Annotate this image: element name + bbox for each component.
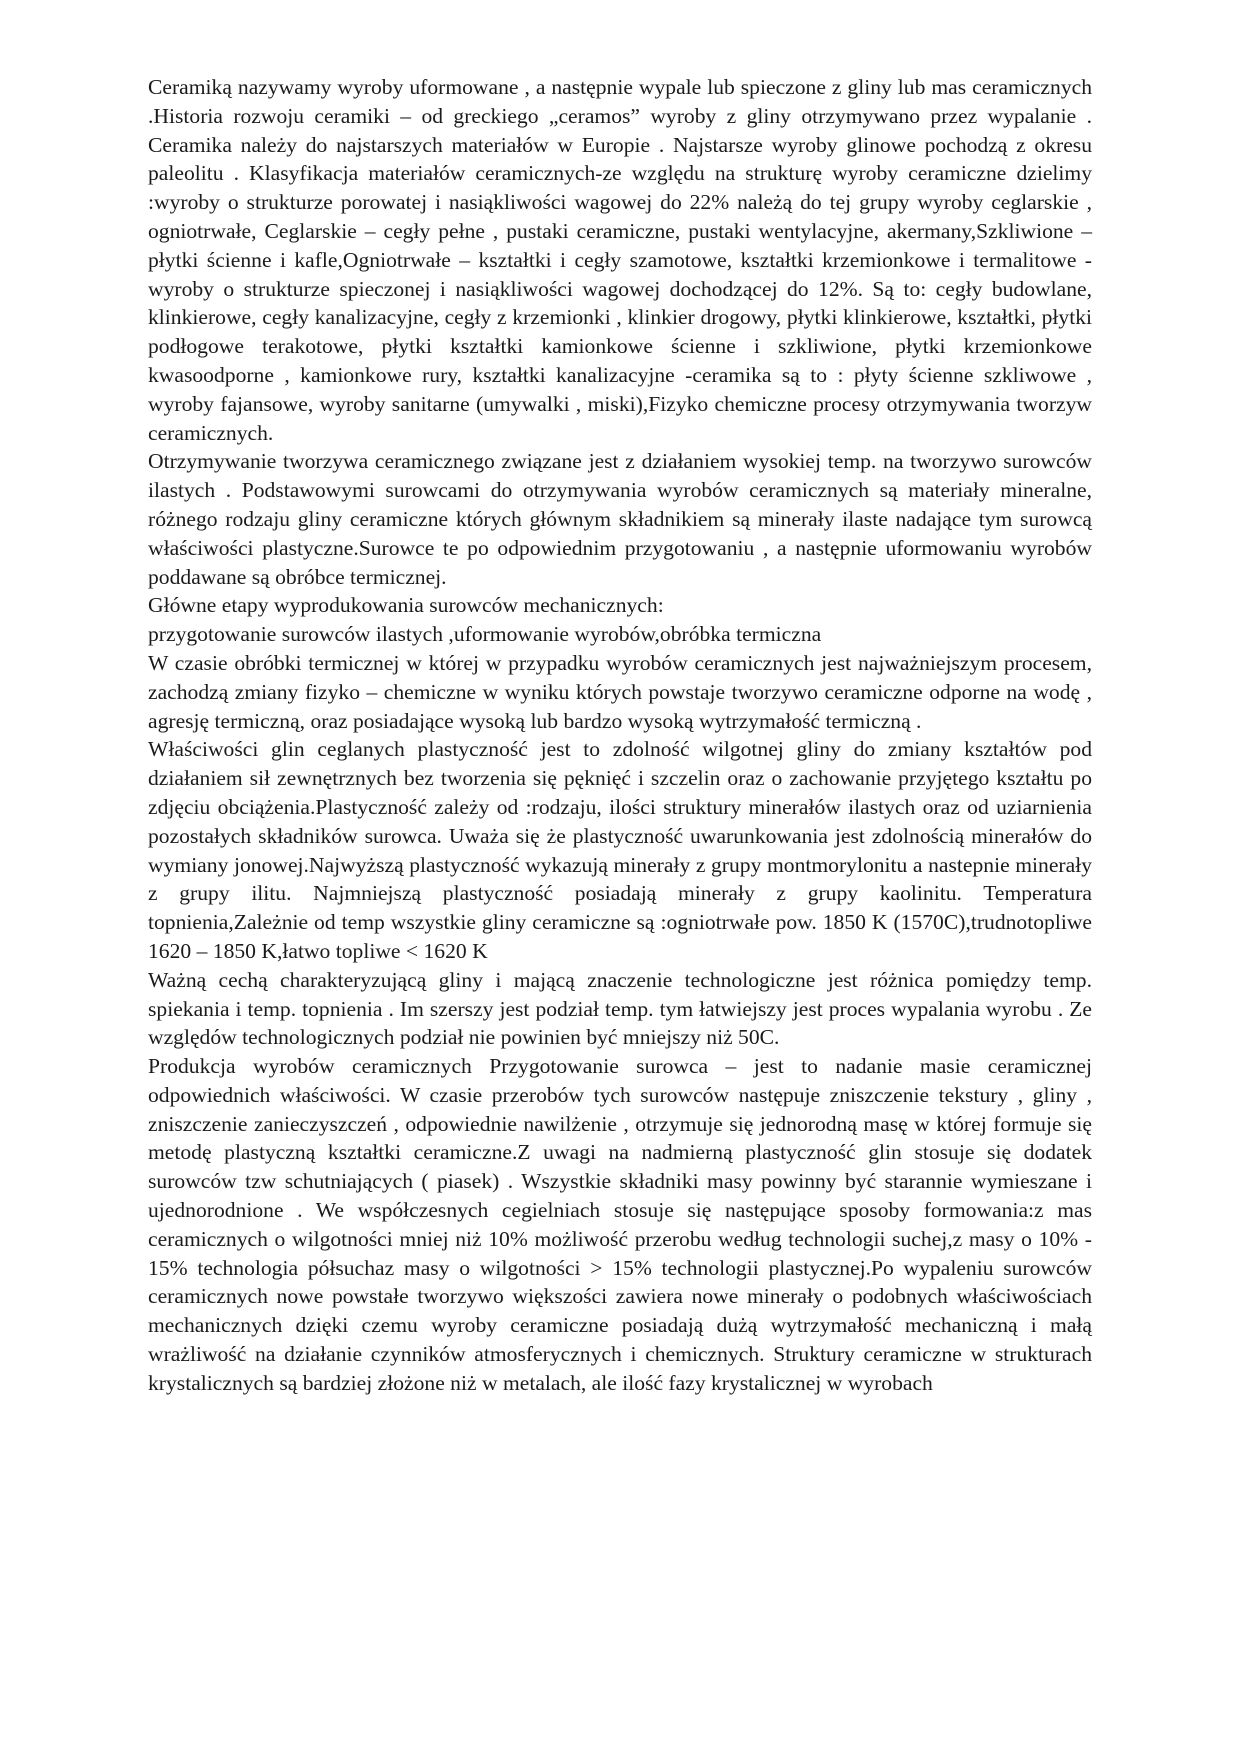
document-page [148,73,1092,1398]
paragraph-sintering-melting-difference: Ważną cechą charakteryzującą gliny i mającą znaczenie technologiczne jest różnica pomiędzy temp. spiekania i temp. topnienia . Im szerszy jest podział temp. tym łatwiejszy jest proces wypalania wyrobu . Ze względów technologicznych podział nie powinien być mniejszy niż 50C. [148,967,1092,1050]
paragraph-ceramics-definition: Ceramiką nazywamy wyroby uformowane , a następnie wypale lub spieczone z gliny lub mas ceramicznych .Historia rozwoju ceramiki – od greckiego „ceramos” wyroby z gliny otrzymywano przez wypalanie . Ceramika należy do najstarszych materiałów w Europie . Najstarsze wyroby glinowe pochodzą z okresu paleolitu . Klasyfikacja materiałów ceramicznych-ze względu na strukturę wyroby ceramiczne dzielimy :wyroby o strukturze porowatej i nasiąkliwości wagowej do 22% należą do tej grupy wyroby ceglarskie , ogniotrwałe, Ceglarskie – cegły pełne , pustaki ceramiczne, pustaki wentylacyjne, akermany,Szkliwione – płytki ścienne i kafle,Ogniotrwałe – kształtki i cegły szamotowe, kształtki krzemionkowe i termalitowe -wyroby o strukturze spieczonej i nasiąkliwości wagowej dochodzącej do 12%. Są to: cegły budowlane, klinkierowe, cegły kanalizacyjne, cegły z krzemionki , klinkier drogowy, płytki klinkierowe, kształtki, płytki podłogowe terakotowe, płytki kształtki kamionkowe ścienne i szkliwione, płytki krzemionkowe kwasoodporne , kamionkowe rury, kształtki kanalizacyjne -ceramika są to : płyty ścienne szkliwowe , wyroby fajansowe, wyroby sanitarne (umywalki , miski),Fizyko chemiczne procesy otrzymywania tworzyw ceramicznych. [148,75,1092,445]
paragraph-thermal-treatment: W czasie obróbki termicznej w której w przypadku wyrobów ceramicznych jest najważniejszym procesem, zachodzą zmiany fizyko – chemiczne w wyniku których powstaje tworzywo ceramiczne odporne na wodę , agresję termiczną, oraz posiadające wysoką lub bardzo wysoką wytrzymałość termiczną . [148,650,1092,733]
paragraph-production-stages-list: przygotowanie surowców ilastych ,uformowanie wyrobów,obróbka termiczna [148,622,822,647]
paragraph-ceramic-material-production: Otrzymywanie tworzywa ceramicznego związane jest z działaniem wysokiej temp. na tworzywo surowców ilastych . Podstawowymi surowcami do otrzymywania wyrobów ceramicznych są materiały mineralne, różnego rodzaju gliny ceramiczne których głównym składnikiem są minerały ilaste nadające tym surowcą właściwości plastyczne.Surowce te po odpowiednim przygotowaniu , a następnie uformowaniu wyrobów poddawane są obróbce termicznej. [148,449,1092,589]
paragraph-ceramic-products-production: Produkcja wyrobów ceramicznych Przygotowanie surowca – jest to nadanie masie ceramicznej odpowiednich właściwości. W czasie przerobów tych surowców następuje zniszczenie tekstury , gliny , zniszczenie zanieczyszczeń , odpowiednie nawilżenie , otrzymuje się jednorodną masę w której formuje się metodę plastyczną kształtki ceramiczne.Z uwagi na nadmierną plastyczność glin stosuje się dodatek surowców tzw schutniających ( piasek) . Wszystkie składniki masy powinny być starannie wymieszane i ujednorodnione . We współczesnych cegielniach stosuje się następujące sposoby formowania:z mas ceramicznych o wilgotności mniej niż 10% możliwość przerobu według technologii suchej,z masy o 10% - 15% technologia półsuchaz masy o wilgotności > 15% technologii plastycznej.Po wypaleniu surowców ceramicznych nowe powstałe tworzywo większości zawiera nowe minerały o podobnych właściwościach mechanicznych dzięki czemu wyroby ceramiczne posiadają dużą wytrzymałość mechaniczną i małą wrażliwość na działanie czynników atmosferycznych i chemicznych. Struktury ceramiczne w strukturach krystalicznych są bardziej złożone niż w metalach, ale ilość fazy krystalicznej w wyrobach [148,1054,1092,1395]
paragraph-production-stages-heading: Główne etapy wyprodukowania surowców mechanicznych: [148,593,664,618]
paragraph-clay-properties: Właściwości glin ceglanych plastyczność jest to zdolność wilgotnej gliny do zmiany kształtów pod działaniem sił zewnętrznych bez tworzenia się pęknięć i szczelin oraz o zachowanie przyjętego kształtu po zdjęciu obciążenia.Plastyczność zależy od :rodzaju, ilości struktury minerałów ilastych oraz od uziarnienia pozostałych składników surowca. Uważa się że plastyczność uwarunkowania jest zdolnością minerałów do wymiany jonowej.Najwyższą plastyczność wykazują minerały z grupy montmorylonitu a nastepnie minerały z grupy ilitu. Najmniejszą plastyczność posiadają minerały z grupy kaolinitu. Temperatura topnienia,Zależnie od temp wszystkie gliny ceramiczne są :ogniotrwałe pow. 1850 K (1570C),trudnotopliwe 1620 – 1850 K,łatwo topliwe < 1620 K [148,737,1092,963]
